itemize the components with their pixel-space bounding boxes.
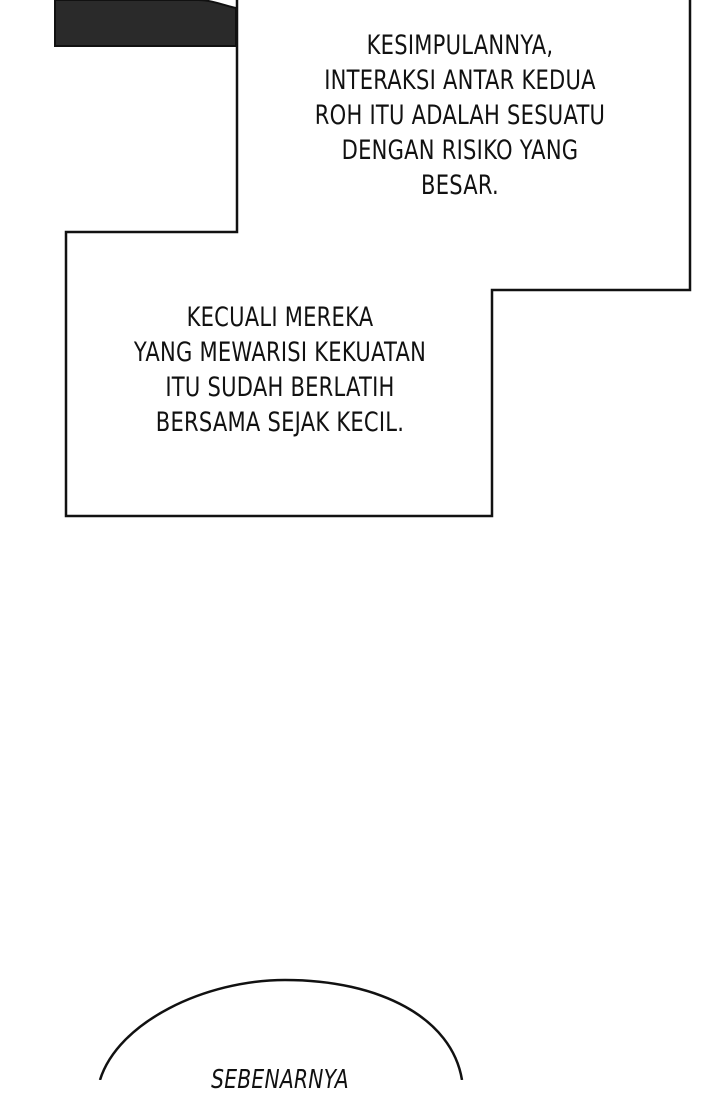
caption-line: BESAR. — [421, 170, 499, 201]
caption-line: ROH ITU ADALAH SESUATU — [314, 100, 606, 131]
caption-line: DENGAN RISIKO YANG — [341, 135, 579, 166]
caption-line: YANG MEWARISI KEKUATAN — [133, 337, 427, 368]
caption-line: KESIMPULANNYA, — [366, 30, 554, 61]
speech-bubble-text — [132, 1064, 428, 1096]
dark-artwork-fragment — [55, 0, 236, 46]
narration-caption-top — [281, 28, 640, 203]
caption-line: KECUALI MEREKA — [186, 302, 374, 333]
speech-line: SEBENARNYA — [211, 1065, 349, 1095]
caption-line: BERSAMA SEJAK KECIL. — [155, 407, 405, 438]
caption-line: ITU SUDAH BERLATIH — [165, 372, 395, 403]
caption-line: INTERAKSI ANTAR KEDUA — [324, 65, 596, 96]
narration-caption-middle — [101, 300, 460, 440]
